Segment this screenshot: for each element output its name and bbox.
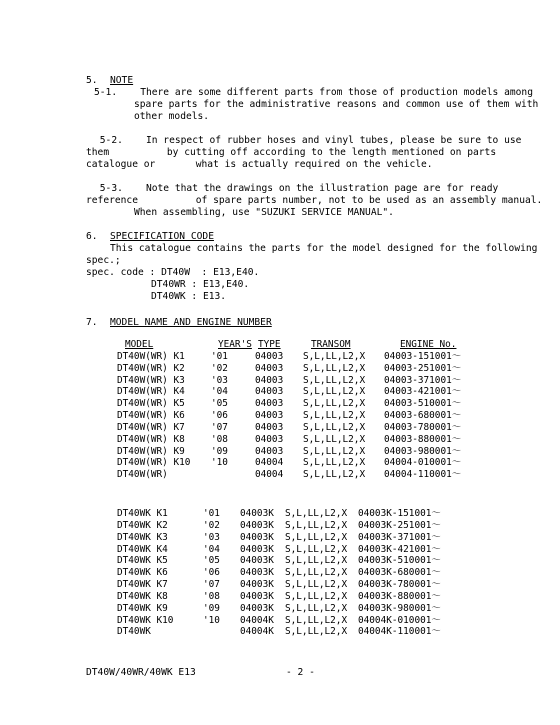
cell-type: 04003K — [240, 531, 274, 543]
table-row — [117, 567, 458, 579]
cell-model: DT40W(WR) K3 — [117, 374, 185, 386]
table-row — [117, 579, 458, 591]
table-row — [117, 446, 500, 458]
cell-transom: S,L,LL,L2,X — [303, 410, 366, 422]
note-5-1-line-3: other models. — [134, 111, 210, 122]
section-6-number: 6. — [86, 231, 98, 242]
cell-model: DT40W(WR) K6 — [117, 410, 185, 422]
cell-model: DT40WK K8 — [117, 590, 168, 602]
table-row — [117, 508, 458, 520]
table-row — [117, 375, 500, 387]
cell-engine-no: 04004-010001～ — [384, 457, 462, 469]
cell-model: DT40WK K5 — [117, 555, 168, 567]
cell-year: '03 — [203, 531, 220, 543]
cell-year: '02 — [211, 362, 228, 374]
cell-model: DT40W(WR) K4 — [117, 386, 185, 398]
spec-line-1: This catalogue contains the parts for the model designed for the following — [110, 243, 538, 254]
cell-engine-no: 04003K-510001～ — [358, 555, 441, 567]
cell-type: 04004K — [240, 626, 274, 638]
cell-type: 04004K — [240, 614, 274, 626]
cell-model: DT40W(WR) K1 — [117, 350, 185, 362]
cell-engine-no: 04003K-251001～ — [358, 519, 441, 531]
cell-model: DT40W(WR) K10 — [117, 457, 191, 469]
cell-type: 04004 — [255, 457, 284, 469]
cell-transom: S,L,LL,L2,X — [285, 626, 348, 638]
cell-model: DT40W(WR) — [117, 469, 168, 481]
cell-type: 04003K — [240, 519, 274, 531]
cell-model: DT40W(WR) K5 — [117, 398, 185, 410]
cell-model: DT40WK K9 — [117, 602, 168, 614]
cell-transom: S,L,LL,L2,X — [285, 555, 348, 567]
cell-model: DT40WK K10 — [117, 614, 174, 626]
cell-year: '10 — [203, 614, 220, 626]
cell-model: DT40WK K1 — [117, 508, 168, 519]
table-row — [117, 386, 500, 398]
cell-transom: S,L,LL,L2,X — [303, 386, 366, 398]
cell-transom: S,L,LL,L2,X — [285, 614, 348, 626]
cell-year: '08 — [203, 590, 220, 602]
cell-year — [201, 626, 240, 638]
note-5-3-line-1: 5-3. Note that the drawings on the illustration page are for ready — [94, 183, 499, 194]
cell-type: 04003 — [255, 386, 284, 398]
cell-type: 04003 — [255, 398, 284, 410]
cell-engine-no: 04003-510001～ — [384, 398, 462, 410]
cell-transom: S,L,LL,L2,X — [303, 469, 366, 481]
table-row — [117, 520, 458, 532]
table-row — [117, 626, 458, 638]
table-row — [117, 469, 500, 481]
cell-type: 04003K — [240, 579, 274, 591]
header-year: YEAR'S — [218, 339, 252, 350]
section-7-number: 7. — [86, 317, 98, 328]
cell-model: DT40W(WR) K2 — [117, 362, 185, 374]
footer-model-code: DT40W/40WR/40WK E13 — [86, 667, 196, 678]
cell-year: '04 — [203, 543, 220, 555]
cell-type: 04003 — [255, 445, 284, 457]
cell-model: DT40W(WR) K8 — [117, 433, 185, 445]
spec-line-3: spec. code : DT40W : E13,E40. — [86, 267, 260, 278]
cell-year: '06 — [203, 567, 220, 579]
cell-engine-no: 04003K-780001～ — [358, 579, 441, 591]
cell-type: 04003 — [255, 362, 284, 374]
cell-year: '06 — [211, 410, 228, 422]
table-row — [117, 422, 500, 434]
section-7-title: MODEL NAME AND ENGINE NUMBER — [110, 317, 272, 328]
cell-engine-no: 04003-980001～ — [384, 445, 462, 457]
cell-transom: S,L,LL,L2,X — [303, 421, 366, 433]
cell-transom: S,L,LL,L2,X — [285, 590, 348, 602]
model-engine-table-dt40w — [117, 339, 500, 481]
header-transom: TRANSOM — [311, 339, 351, 350]
cell-year — [209, 469, 255, 481]
cell-model: DT40WK K7 — [117, 579, 168, 591]
cell-year: '09 — [203, 602, 220, 614]
cell-type: 04003K — [240, 567, 274, 579]
cell-engine-no: 04003K-421001～ — [358, 543, 441, 555]
cell-engine-no: 04003-680001～ — [384, 410, 462, 422]
header-model: MODEL — [125, 339, 154, 350]
cell-engine-no: 04003-880001～ — [384, 433, 462, 445]
cell-year: '02 — [203, 519, 220, 531]
table-row — [117, 603, 458, 615]
table-row — [117, 434, 500, 446]
cell-type: 04003K — [240, 602, 274, 614]
cell-engine-no: 04004K-110001～ — [358, 626, 441, 638]
spec-line-5: DT40WK : E13. — [151, 291, 227, 302]
cell-transom: S,L,LL,L2,X — [285, 543, 348, 555]
cell-engine-no: 04003K-880001～ — [358, 590, 441, 602]
section-6-title: SPECIFICATION CODE — [110, 231, 214, 242]
cell-type: 04003 — [255, 421, 284, 433]
note-5-1-line-1: 5-1. There are some different parts from those of production models among — [94, 87, 533, 98]
cell-year: '10 — [211, 457, 228, 469]
cell-year: '01 — [203, 508, 220, 519]
cell-engine-no: 04003-780001～ — [384, 421, 462, 433]
table-row — [117, 398, 500, 410]
table-row — [117, 591, 458, 603]
cell-type: 04003 — [255, 350, 284, 362]
table-row — [117, 351, 500, 363]
cell-transom: S,L,LL,L2,X — [303, 457, 366, 469]
page-number: - 2 - — [286, 667, 315, 678]
note-5-2-line-3: catalogue or what is actually required on the vehicle. — [86, 159, 433, 170]
cell-engine-no: 04004K-010001～ — [358, 614, 441, 626]
cell-model: DT40WK K3 — [117, 531, 168, 543]
cell-transom: S,L,LL,L2,X — [285, 519, 348, 531]
cell-type: 04003K — [240, 508, 274, 519]
cell-engine-no: 04003K-371001～ — [358, 531, 441, 543]
cell-year: '05 — [203, 555, 220, 567]
table-row — [117, 457, 500, 469]
cell-transom: S,L,LL,L2,X — [303, 433, 366, 445]
cell-type: 04003K — [240, 543, 274, 555]
note-5-3-line-3: When assembling, use "SUZUKI SERVICE MANUAL". — [134, 207, 394, 218]
cell-year: '07 — [211, 421, 228, 433]
note-5-2-line-1: 5-2. In respect of rubber hoses and vinyl tubes, please be sure to use — [94, 135, 522, 146]
cell-year: '07 — [203, 579, 220, 591]
section-5-number: 5. — [86, 75, 98, 86]
cell-model: DT40WK K2 — [117, 519, 168, 531]
cell-transom: S,L,LL,L2,X — [285, 567, 348, 579]
cell-year: '01 — [211, 350, 228, 362]
cell-model: DT40WK K6 — [117, 567, 168, 579]
cell-engine-no: 04003K-151001～ — [358, 508, 441, 519]
cell-transom: S,L,LL,L2,X — [303, 350, 366, 362]
section-5-title: NOTE — [110, 75, 134, 86]
cell-engine-no: 04003-151001～ — [384, 350, 462, 362]
note-5-1-line-2: spare parts for the administrative reasons and common use of them with — [134, 99, 539, 110]
cell-transom: S,L,LL,L2,X — [303, 398, 366, 410]
header-type: TYPE — [258, 339, 281, 350]
cell-model: DT40W(WR) K7 — [117, 421, 185, 433]
note-5-3-line-2: reference of spare parts number, not to be used as an assembly manual. — [86, 195, 543, 206]
cell-type: 04003 — [255, 374, 284, 386]
cell-transom: S,L,LL,L2,X — [303, 362, 366, 374]
cell-transom: S,L,LL,L2,X — [303, 374, 366, 386]
model-engine-table-dt40wk — [117, 508, 458, 638]
cell-model: DT40WK K4 — [117, 543, 168, 555]
cell-transom: S,L,LL,L2,X — [285, 508, 348, 519]
table-row — [117, 555, 458, 567]
table-row — [117, 532, 458, 544]
table-row — [117, 544, 458, 556]
table-row — [117, 615, 458, 627]
cell-type: 04003K — [240, 555, 274, 567]
cell-type: 04004 — [255, 469, 284, 481]
cell-model: DT40W(WR) K9 — [117, 445, 185, 457]
cell-engine-no: 04003-421001～ — [384, 386, 462, 398]
cell-year: '09 — [211, 445, 228, 457]
cell-transom: S,L,LL,L2,X — [285, 531, 348, 543]
spec-line-4: DT40WR : E13,E40. — [151, 279, 250, 290]
cell-transom: S,L,LL,L2,X — [285, 602, 348, 614]
cell-year: '03 — [211, 374, 228, 386]
cell-type: 04003 — [255, 433, 284, 445]
cell-engine-no: 04004-110001～ — [384, 469, 462, 481]
cell-transom: S,L,LL,L2,X — [303, 445, 366, 457]
cell-year: '08 — [211, 433, 228, 445]
cell-engine-no: 04003-251001～ — [384, 362, 462, 374]
cell-type: 04003 — [255, 410, 284, 422]
cell-engine-no: 04003K-980001～ — [358, 602, 441, 614]
table-row — [117, 410, 500, 422]
table-header-row — [117, 339, 500, 351]
cell-engine-no: 04003K-680001～ — [358, 567, 441, 579]
cell-engine-no: 04003-371001～ — [384, 374, 462, 386]
note-5-2-line-2: them by cutting off according to the length mentioned on parts — [86, 147, 497, 158]
cell-transom: S,L,LL,L2,X — [285, 579, 348, 591]
table-row — [117, 363, 500, 375]
header-engine-no: ENGINE No. — [400, 339, 457, 350]
spec-line-2: spec.; — [86, 255, 121, 266]
cell-model: DT40WK — [117, 626, 151, 638]
cell-year: '04 — [211, 386, 228, 398]
cell-type: 04003K — [240, 590, 274, 602]
cell-year: '05 — [211, 398, 228, 410]
